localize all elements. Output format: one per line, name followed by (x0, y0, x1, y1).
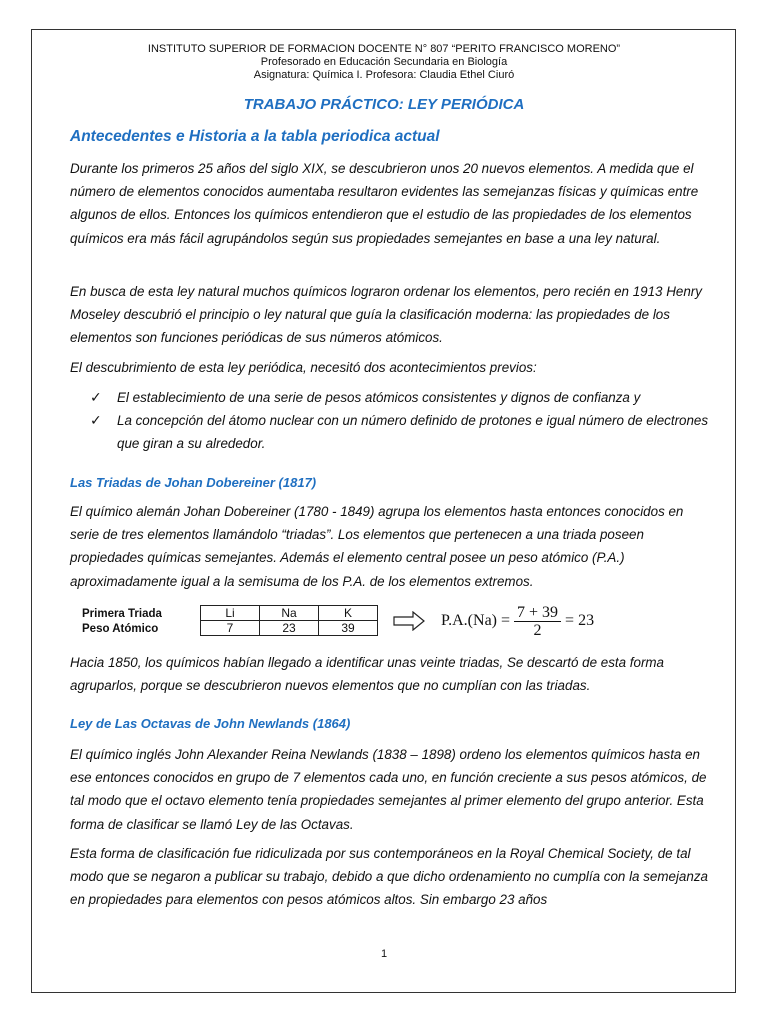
triad-labels (82, 607, 162, 637)
paragraph-triads-discarded: Hacia 1850, los químicos habían llegado a identificar unas veinte triadas, Se descartó de esta forma agruparlos, porque se descubrieron nuevos elementos que no cumplían con las triadas. (70, 655, 665, 694)
formula-fraction (514, 604, 561, 639)
table-cell: 39 (319, 621, 378, 636)
weight-label: Peso Atómico (82, 623, 159, 635)
triad-table (200, 605, 378, 636)
program-line: Profesorado en Educación Secundaria en Biología (260, 56, 508, 68)
paragraph-intro: Durante los primeros 25 años del siglo XIX, se descubrieron unos 20 nuevos elementos. A medida que el número de elementos conocidos aumentaba resultaron evidentes las semejanzas físicas y químicas entre algunos de ellos. Entonces los químicos entendieron que el estudio de las propiedades de los elementos químicos era más fácil agrupándolos según sus propiedades semejantes en base a una ley natural. (70, 161, 699, 246)
checkmark-icon: ✓ (90, 389, 102, 405)
table-cell: 7 (201, 621, 260, 636)
institution-line: INSTITUTO SUPERIOR DE FORMACION DOCENTE N° 807 “PERITO FRANCISCO MORENO” (147, 43, 621, 55)
triad-label: Primera Triada (82, 608, 162, 620)
table-cell: Li (201, 606, 260, 621)
paragraph-dobereiner: El químico alemán Johan Dobereiner (1780 - 1849) agrupa los elementos hasta entonces conocidos en serie de tres elementos llamándolo “triadas”. Los elementos que pertenecen a una triada poseen propiedades químicas semejantes. Además el elemento central posee un peso atómico (P.A.) aproximadamente igual a la semisuma de los P.A. de los elementos extremos. (70, 504, 684, 589)
subject-line: Asignatura: Química I. Profesora: Claudia Ethel Ciuró (253, 69, 515, 81)
formula-lhs: P.A.(Na) = (441, 612, 511, 629)
triad-weights-row (201, 621, 378, 636)
formula-denominator: 2 (533, 621, 542, 639)
page-number: 1 (380, 948, 388, 960)
table-cell: 23 (260, 621, 319, 636)
table-cell: K (319, 606, 378, 621)
checkmark-icon: ✓ (90, 412, 102, 428)
bullet-item: La concepción del átomo nuclear con un número definido de protones e igual número de electrones que giran a su alrededor. (117, 413, 709, 452)
paragraph-discovery: El descubrimiento de esta ley periódica, necesitó dos acontecimientos previos: (70, 360, 537, 375)
paragraph-ridiculed: Esta forma de clasificación fue ridiculizada por sus contemporáneos en la Royal Chemical Society, de tal modo que se negaron a publicar su trabajo, debido a que dicho ordenamiento no cumplía con la semejanza en propiedades para elementos con pesos atómicos altos. Sin embargo 23 años (70, 846, 708, 908)
formula-numerator: 7 + 39 (514, 604, 561, 622)
document-title: TRABAJO PRÁCTICO: LEY PERIÓDICA (243, 96, 525, 113)
formula (441, 603, 594, 639)
bullet-item: El establecimiento de una serie de pesos atómicos consistentes y dignos de confianza y (117, 390, 641, 405)
section-heading-triads: Las Triadas de Johan Dobereiner (1817) (70, 475, 317, 490)
paragraph-moseley: En busca de esta ley natural muchos químicos lograron ordenar los elementos, pero recién en 1913 Henry Moseley descubrió el principio o ley natural que guía la clasificación moderna: las propiedades de los elementos son funciones periódicas de sus números atómicos. (70, 284, 702, 346)
section-heading-history: Antecedentes e Historia a la tabla periodica actual (70, 128, 440, 145)
right-arrow-icon (393, 611, 425, 631)
paragraph-newlands: El químico inglés John Alexander Reina Newlands (1838 – 1898) ordeno los elementos químicos hasta en ese entonces conocidos en grupo de 7 elementos cada uno, en función creciente a sus pesos atómicos, de tal modo que el octavo elemento tenía propiedades semejantes al primer elemento del grupo anterior. Esta forma de clasificar se llamó Ley de las Octavas. (70, 747, 707, 832)
triad-elements-row (201, 606, 378, 621)
formula-rhs: = 23 (565, 612, 595, 629)
section-heading-octaves: Ley de Las Octavas de John Newlands (1864) (70, 716, 351, 731)
table-cell: Na (260, 606, 319, 621)
